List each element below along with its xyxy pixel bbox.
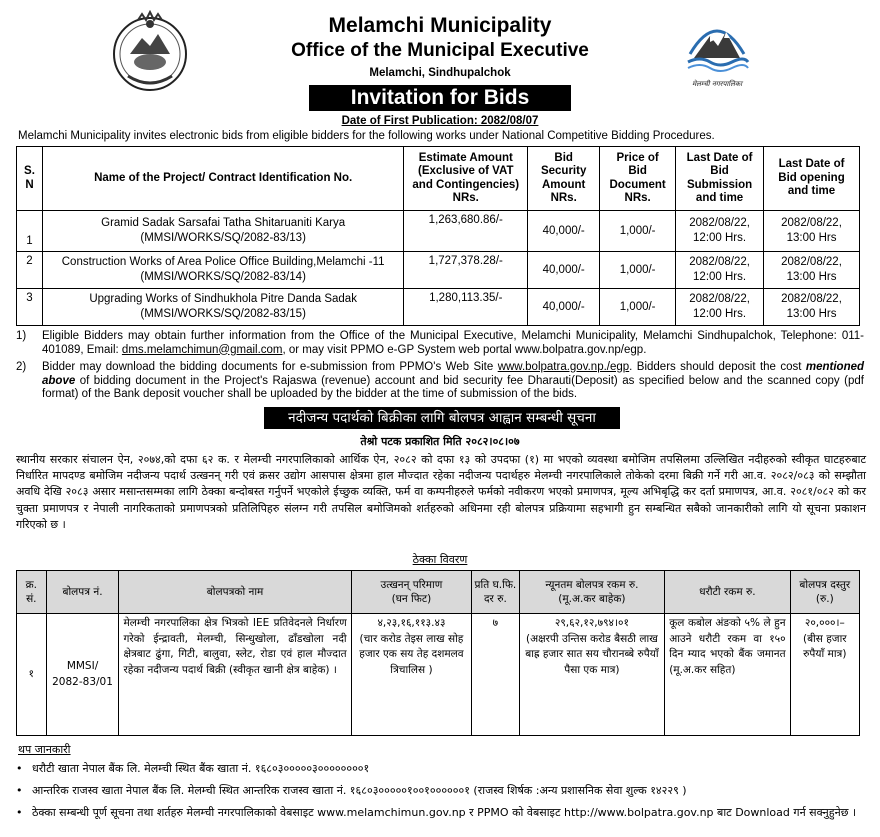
bid-table [16,146,860,326]
table-row: १ MMSI/ 2082-83/01 मेलम्ची नगरपालिका क्षेत्र भित्रको IEE प्रतिवेदनले निर्धारण गरेको ईन्द्रावती, मेलम्ची, सिन्धुखोला, ढाँडखोला नदी क्षेत्रबाट ढुंगा, गिटी, बालुवा, स्लेट, रोडा एवं हाल मौज्दात रहेका नदीजन्य पदार्थ बिक्री (स्वीकृत खानी क्षेत्र बाहेक) । ४,२३,१६,११३.४३ (चार करोड तेइस लाख सोह हजार एक सय तेह दशमलव त्रिचालिस ) ७ २९,६२,१२,७९४।०१ (अक्षरपी उन्तिस करोड बैसठी लाख बाह्र हजार सात सय चौरानब्बे रुपैयाँ पैसा एक मात्र) कूल कबोल अंङको ५% ले हुन आउने धरौटी रकम वा १५० दिन म्याद भएको बैंक जमानत (मू.अ.कर सहित) २०,०००।– (बीस हजार रुपैयाँ मात्र) [17,614,860,736]
nepali-paragraph: स्थानीय सरकार संचालन ऐन, २०७४,को दफा ६२ क. र मेलम्ची नगरपालिकाको आर्थिक ऐन, २०८२ को दफा १३ को उपदफा (१) मा भएको व्यवस्था बमोजिम तपसिलमा उल्लिखित नदीहरुको स्वीकृत घाटहरुबाट निर्धारित मापदण्ड बमोजिम नदीजन्य पदार्थ उत्खनन् गरी एवं क्रसर उद्योग आसपास क्षेत्रमा हाल मौज्दात रहेका नदीजन्य पदार्थहरु मेलम्ची नगरपालिकाले तोकेको दरमा बिक्री गर्ने गरी आ.व. २०८२/०८३ को सम्झौता अवधि देखि २०८३ असार मसान्तसम्मका लागि ठेक्का बन्दोबस्त गर्नुपर्ने भएकोले ईच्छुक व्यक्ति, फर्म वा कम्पनीहरुले फर्मको नवीकरण भएको प्रमाणपत्र, मूल्य अभिबृद्धि कर दर्ता प्रमाणपत्र, आ.व. २०८१/०८२ को कर चुक्ता प्रमाणपत्र र नेपाली नागरिकताको प्रमाणपत्रको प्रतिलिपिहरु संलग्न गरी तपसिल बमोजिमको शर्तहरुको अधिनमा रही बोलपत्र प्रक्रियामा सहभागी हुन सम्बन्धित सबैको जानकारीको लागि यो सूचना प्रकाशन गरिएको छ । [16,453,866,531]
contract-details-title: ठेक्का विवरण [412,553,468,566]
bid-table-header [17,147,860,211]
email-link[interactable]: dms.melamchimun@gmail.com [121,343,283,356]
col-price: Price of Bid Document NRs. [600,147,676,211]
col-estimate: Estimate Amount (Exclusive of VAT and Contingencies) NRs. [404,147,528,211]
list-item: • धरौटी खाता नेपाल बैंक लि. मेलम्ची स्थित बैंक खाता नं. १६८०३०००००३००००००००१ [16,760,866,782]
nepali-publication-date: तेश्रो पटक प्रकाशित मिति २०८२।०८।०७ [360,435,520,448]
ppmo-link[interactable]: www.bolpatra.gov.np./egp [497,361,630,373]
nepali-banner: नदीजन्य पदार्थको बिक्रीका लागि बोलपत्र आह्वान सम्बन्धी सूचना [264,407,620,429]
list-item: • आन्तरिक राजस्व खाता नेपाल बैंक लि. मेलम्ची स्थित आन्तरिक राजस्व खाता नं. १६८०३०००००१००१००००००१ (राजस्व शिर्षक :अन्य प्रशासनिक सेवा शुल्क १४२२९ ) [16,782,866,804]
contract-table-header: क्र. सं. बोलपत्र नं. बोलपत्रको नाम उत्खनन् परिमाण (घन फिट) प्रति घ.फि. दर रु. न्यूनतम बोलपत्र रकम रु. (मू.अ.कर बाहेक) धरौटी रकम रु. बोलपत्र दस्तुर (रु.) [17,571,860,614]
first-publication-date: Date of First Publication: 2082/08/07 [341,115,539,127]
table-row: 1 Gramid Sadak Sarsafai Tatha Shitaruaniti Karya (MMSI/WORKS/SQ/2082-83/13) 1,263,680.86/- 40,000/- 1,000/- 2082/08/22, 12:00 Hrs. 2082/08/22, 13:00 Hrs [17,211,860,252]
logo-text: मेलम्ची नगरपालिका [691,80,743,88]
bids-banner: Invitation for Bids [309,85,571,111]
col-security: Bid Security Amount NRs. [528,147,600,211]
contract-table [16,570,860,736]
table-row: 2 Construction Works of Area Police Office Building,Melamchi -11 (MMSI/WORKS/SQ/2082-83/14) 1,727,378.28/- 40,000/- 1,000/- 2082/08/22, 12:00 Hrs. 2082/08/22, 13:00 Hrs [17,252,860,289]
list-item: • ठेक्का सम्बन्धी पूर्ण सूचना तथा शर्तहरु मेलम्ची नगरपालिकाको वेबसाइट www.melamchimun.gov.np र PPMO को वेबसाइट http://www.bolpatra.gov.np बाट Download गर्न सक्नुहुनेछ । [16,804,866,826]
location: Melamchi, Sindhupalchok [369,67,511,79]
intro-text: Melamchi Municipality invites electronic bids from eligible bidders for the following works under National Competitive Bidding Procedures. [18,130,715,142]
col-opening: Last Date of Bid opening and time [764,147,860,211]
extra-info-list [16,760,866,826]
extra-info-title: थप जानकारी [18,743,71,756]
note-1: 1) Eligible Bidders may obtain further information from the Office of the Municipal Executive, Melamchi Municipality, Melamchi Sindhupalchok, Telephone: 011-401089, Email: dms.melamchimun@gmail.com, or may visit PPMO e-GP System web portal www.bolpatra.gov.np/egp. [16,330,864,356]
col-sn: S. N [17,147,43,211]
col-name: Name of the Project/ Contract Identification No. [42,147,403,211]
note-2: 2) Bidder may download the bidding documents for e-submission from PPMO's Web Site www.bolpatra.gov.np./egp. Bidders should deposit the cost mentioned above of bidding document in the Project's Rajaswa (revenue) account and bid security fee Dharauti(Deposit) as specified below and the scanned copy (pdf format) of the Bank deposit voucher shall be uploaded by the bidder at the time of submission of the bids. [16,361,865,400]
table-row: 3 Upgrading Works of Sindhukhola Pitre Danda Sadak (MMSI/WORKS/SQ/2082-83/15) 1,280,113.35/- 40,000/- 1,000/- 2082/08/22, 12:00 Hrs. 2082/08/22, 13:00 Hrs [17,289,860,326]
col-submission: Last Date of Bid Submission and time [676,147,764,211]
office-name: Office of the Municipal Executive [291,40,589,61]
municipality-logo-icon [680,14,754,98]
municipality-name: Melamchi Municipality [328,14,552,37]
